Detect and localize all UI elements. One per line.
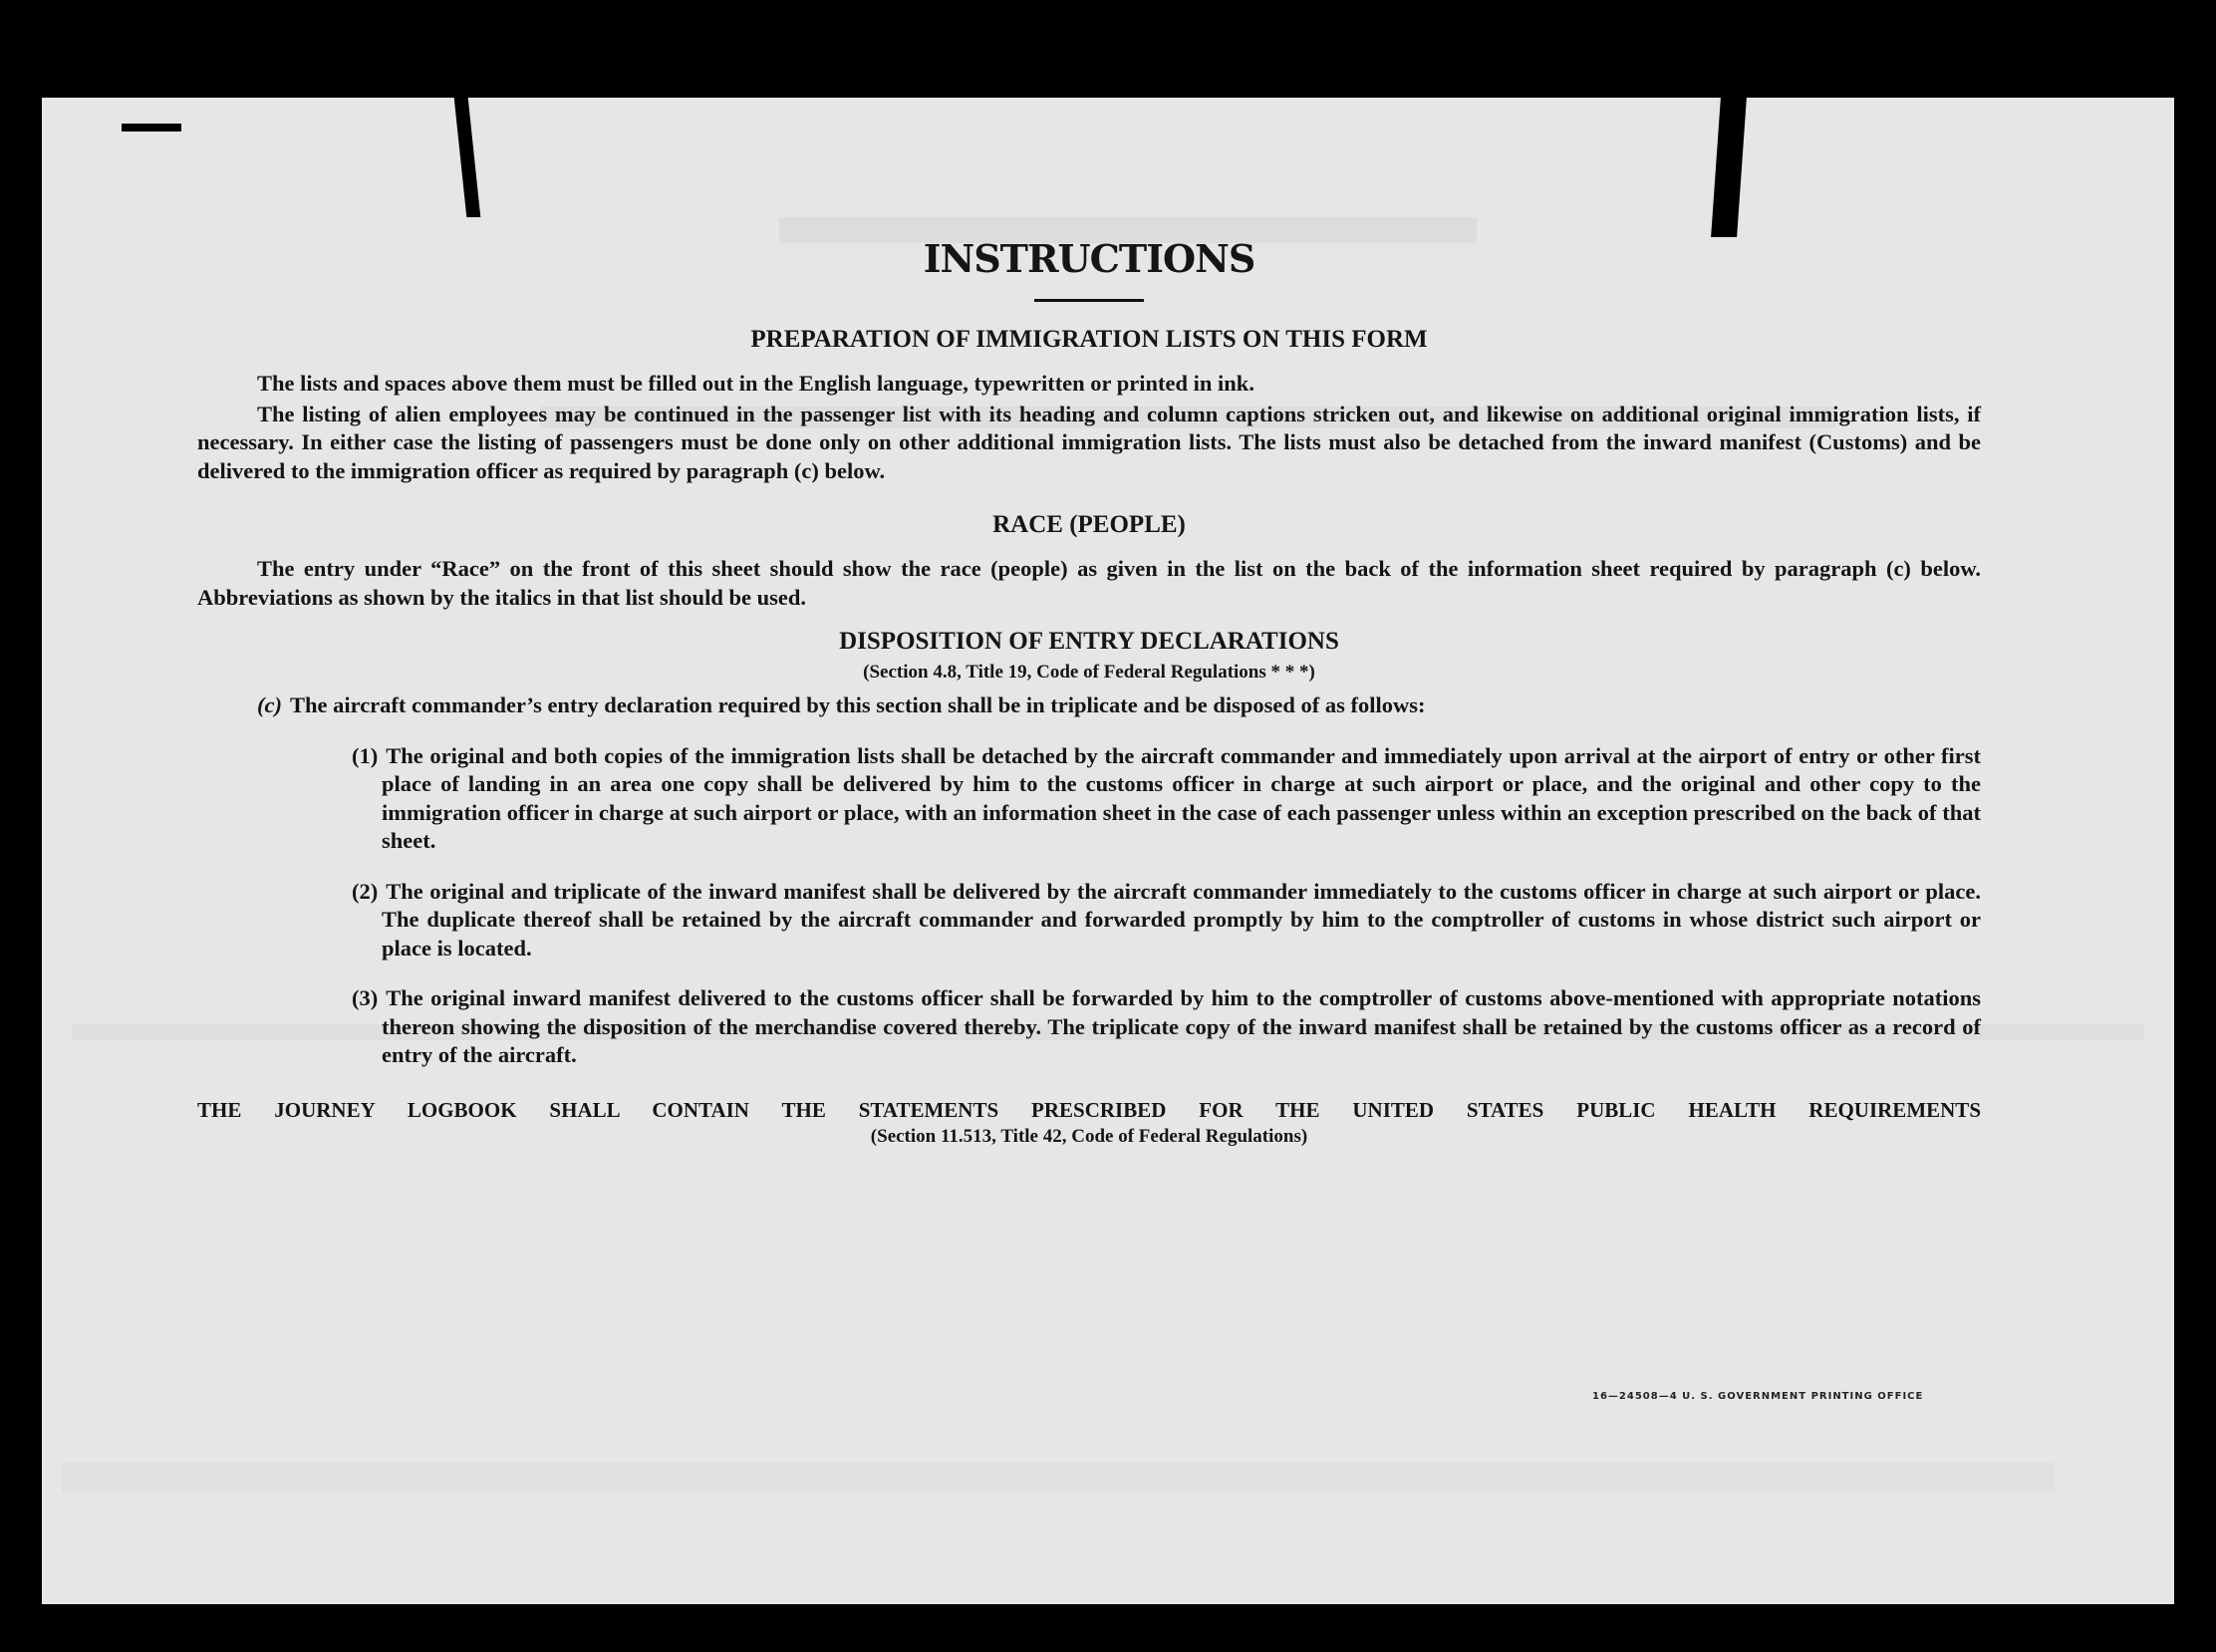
- show-through-band-4: [62, 1463, 2055, 1493]
- paragraph-c-text: The aircraft commander’s entry declaration required by this section shall be in triplicate and be disposed of as follows:: [289, 692, 1426, 717]
- disposition-heading: DISPOSITION OF ENTRY DECLARATIONS: [839, 628, 1339, 655]
- preparation-heading: PREPARATION OF IMMIGRATION LISTS ON THIS FORM: [750, 326, 1428, 353]
- section-spacer: [197, 487, 1981, 509]
- paragraph-c: [257, 691, 1981, 720]
- instructions-document: [197, 235, 1981, 1150]
- disposition-item-2: [197, 878, 1981, 964]
- item-label: (1): [352, 742, 379, 768]
- logbook-citation: (Section 11.513, Title 42, Code of Federal Regulations): [870, 1125, 1308, 1147]
- item-label: (3): [352, 985, 379, 1010]
- page-title: INSTRUCTIONS: [923, 236, 1255, 281]
- title-underline: [1034, 299, 1144, 302]
- race-paragraph: The entry under “Race” on the front of this sheet should show the race (people) as given in the list on the back of the information sheet required by paragraph (c) below. Abbreviations as shown by the italics in that list should be used.: [197, 556, 1981, 610]
- disposition-item-1: [197, 742, 1981, 856]
- item-label: (2): [352, 878, 379, 904]
- disposition-item-3: [197, 984, 1981, 1070]
- tear-mark-left: [454, 98, 481, 217]
- preparation-paragraph-1: The lists and spaces above them must be filled out in the English language, typewritten or printed in ink.: [257, 371, 1254, 396]
- disposition-citation: (Section 4.8, Title 19, Code of Federal Regulations * * *): [863, 662, 1315, 683]
- race-heading: RACE (PEOPLE): [992, 511, 1186, 538]
- item-text: The original and both copies of the immigration lists shall be detached by the aircraft commander and immediately upon arrival at the airport of entry or other first place of landing in an area one copy shall be delivered by him to the customs officer in charge at such airport or place, and the original and other copy to the immigration officer in charge at such airport or place, with an information sheet in the case of each passenger unless within an exception prescribed on the back of that sheet.: [382, 742, 1981, 853]
- preparation-paragraph-2: The listing of alien employees may be continued in the passenger list with its heading and column captions stricken out, and likewise on additional original immigration lists, if necessary. In either case the listing of passengers must be done only on other additional immigration lists. The lists must also be detached from the inward manifest (Customs) and be delivered to the immigration officer as required by paragraph (c) below.: [197, 401, 1981, 483]
- paragraph-c-label: (c): [257, 692, 282, 717]
- printing-office-imprint: 16—24508—4 U. S. GOVERNMENT PRINTING OFFICE: [1592, 1391, 1924, 1402]
- logbook-notice: THE JOURNEY LOGBOOK SHALL CONTAIN THE STATEMENTS PRESCRIBED FOR THE UNITED STATES PUBLIC HEALTH REQUIREMENTS: [197, 1097, 1981, 1122]
- ink-mark-top-left: [122, 124, 181, 132]
- tear-mark-right: [1711, 98, 1747, 237]
- item-text: The original inward manifest delivered to the customs officer shall be forwarded by him to the comptroller of customs above-mentioned with appropriate notations thereon showing the disposition of the merchandise covered thereby. The triplicate copy of the inward manifest shall be retained by the customs officer as a record of entry of the aircraft.: [382, 985, 1981, 1067]
- item-text: The original and triplicate of the inward manifest shall be delivered by the aircraft commander immediately to the customs officer in charge at such airport or place. The duplicate thereof shall be retained by the aircraft commander and forwarded promptly by him to the comptroller of customs in whose district such airport or place is located.: [382, 878, 1981, 961]
- section-spacer: [197, 614, 1981, 626]
